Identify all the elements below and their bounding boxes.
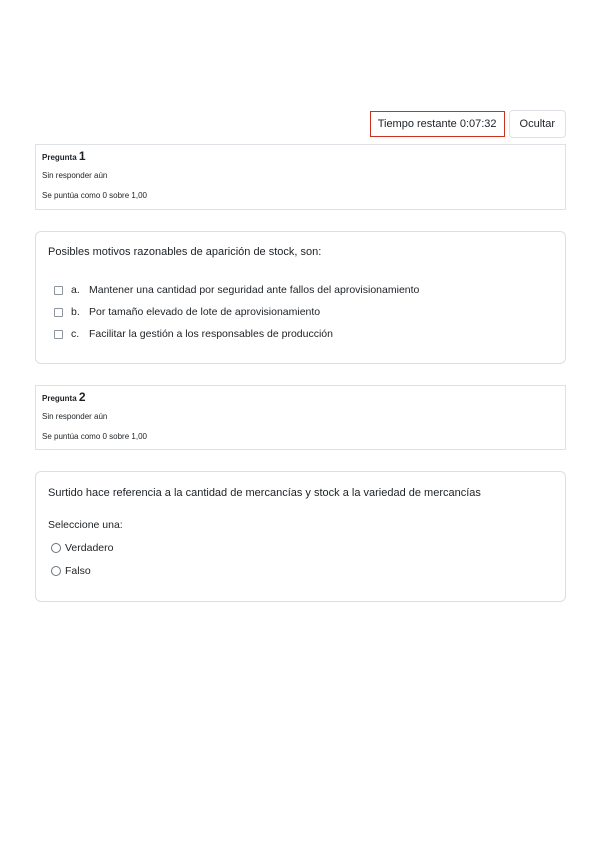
answer-option-b[interactable] [54, 305, 320, 319]
question-score: Se puntúa como 0 sobre 1,00 [42, 191, 147, 200]
question-number: 2 [78, 390, 86, 404]
question-score: Se puntúa como 0 sobre 1,00 [42, 432, 147, 441]
timer-value: 0:07:32 [459, 118, 497, 130]
time-remaining-box [370, 111, 505, 137]
option-letter: c. [71, 328, 80, 340]
select-one-prompt: Seleccione una: [48, 519, 123, 531]
answer-option-c[interactable] [54, 327, 333, 341]
question-label: Pregunta [42, 394, 77, 403]
question-text: Posibles motivos razonables de aparición de stock, son: [48, 246, 322, 258]
question-1-title [42, 150, 559, 164]
option-text: Falso [65, 565, 91, 577]
question-2-content [35, 471, 566, 602]
question-status: Sin responder aún [42, 412, 108, 421]
radio-button[interactable] [51, 566, 61, 576]
question-label: Pregunta [42, 153, 77, 162]
question-2-info [35, 385, 566, 450]
option-text: Por tamaño elevado de lote de aprovisionamiento [89, 306, 321, 318]
question-status: Sin responder aún [42, 171, 108, 180]
radio-button[interactable] [51, 543, 61, 553]
timer-row [0, 110, 566, 138]
option-text: Facilitar la gestión a los responsables de producción [89, 328, 333, 340]
hide-timer-button[interactable]: Ocultar [509, 110, 566, 138]
question-number: 1 [78, 149, 86, 163]
timer-label: Tiempo restante [377, 118, 457, 130]
answer-option-true[interactable] [51, 542, 113, 554]
checkbox[interactable] [54, 286, 63, 295]
question-1-info [35, 144, 566, 210]
option-text: Verdadero [65, 542, 114, 554]
answer-option-false[interactable] [51, 565, 91, 577]
checkbox[interactable] [54, 330, 63, 339]
checkbox[interactable] [54, 308, 63, 317]
question-text: Surtido hace referencia a la cantidad de mercancías y stock a la variedad de mercancías [48, 487, 481, 499]
answer-option-a[interactable] [54, 283, 419, 297]
option-letter: a. [71, 284, 80, 296]
option-text: Mantener una cantidad por seguridad ante fallos del aprovisionamiento [89, 284, 420, 296]
question-2-title [42, 391, 559, 405]
option-letter: b. [71, 306, 80, 318]
question-1-content [35, 231, 566, 364]
